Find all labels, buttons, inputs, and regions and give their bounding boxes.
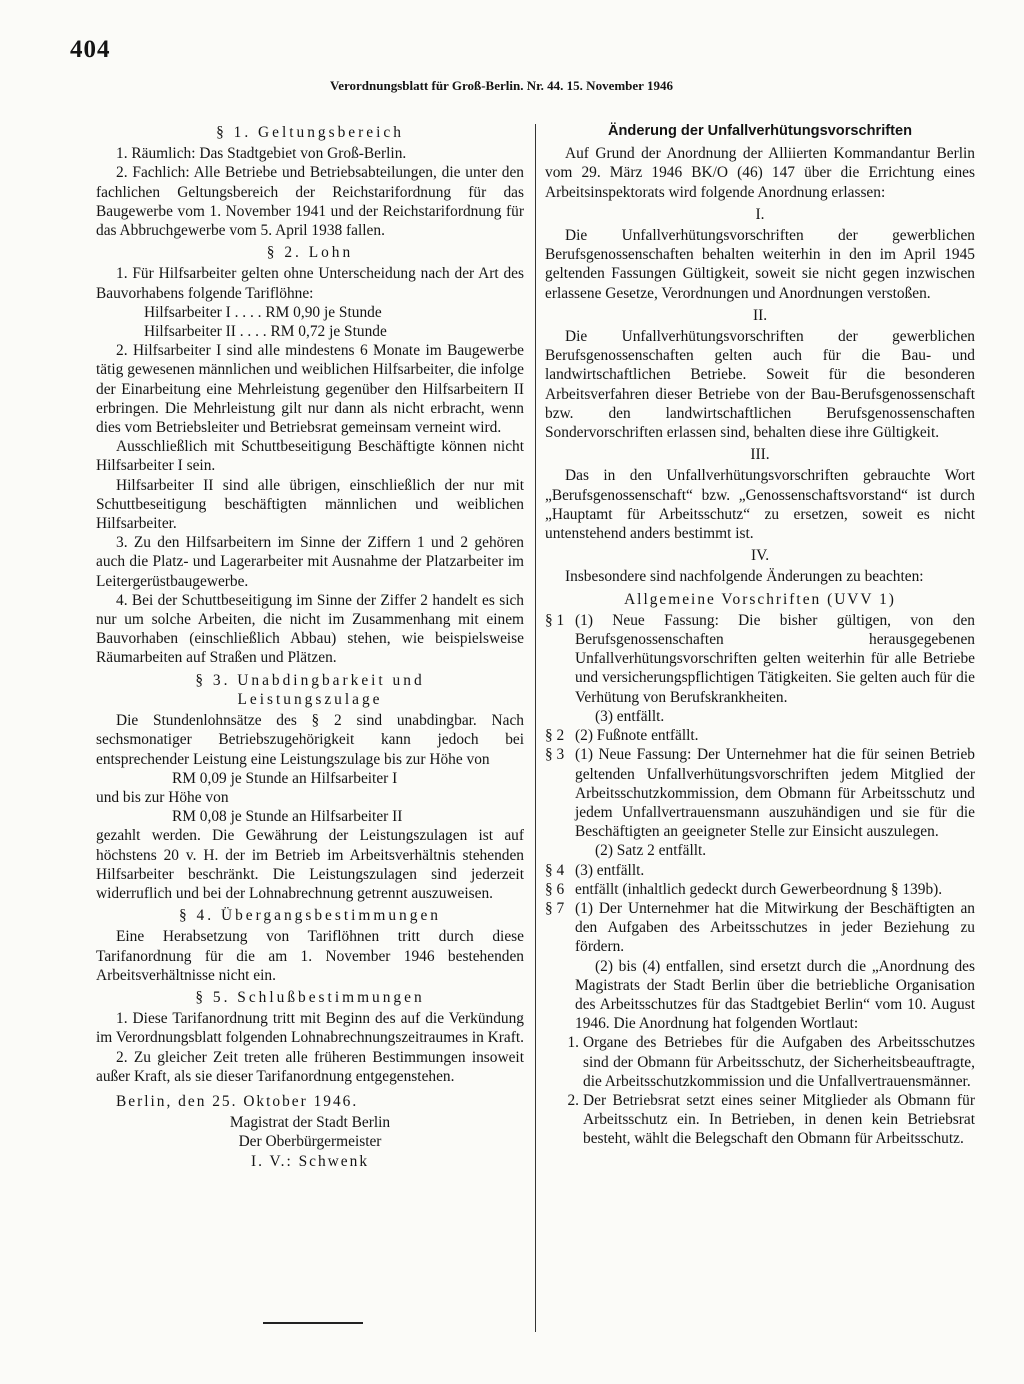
paragraph: Ausschließlich mit Schuttbeseitigung Beschäftigte können nicht Hilfsarbeiter I sein. — [96, 438, 524, 475]
article-title: Änderung der Unfallverhütungsvorschriften — [607, 123, 913, 139]
section-heading-1: § 1. Geltungsbereich — [216, 124, 404, 141]
paragraph: gezahlt werden. Die Gewährung der Leistungszulagen ist auf höchstens 20 v. H. der im Betrieb im Arbeitsverhältnis stehenden Hilfsarbeiter beschränkt. Die Leistungszulagen sind jederzeit widerruflich und bei der Lohnabrechnung getrennt auszuweisen. — [96, 827, 524, 902]
paragraph-subclause: (2) Satz 2 entfällt. — [595, 842, 707, 860]
paragraph: 2. Hilfsarbeiter I sind alle mindestens 6 Monate im Baugewerbe tätig gewesenen männlichen und weiblichen Hilfsarbeiter, die infolge der Einarbeitung eine Mehrleistung gegenüber den Hilfsarbeitern II erbringen. Die Mehrleistung gilt nur dann als nicht erbracht, wenn dies vom Betriebsleiter und Betriebsrat gemeinsam verneint wird. — [96, 342, 524, 437]
roman-numeral: III. — [750, 446, 770, 464]
paragraph: 1. Für Hilfsarbeiter gelten ohne Unterscheidung nach der Art des Bauvorhabens folgende Tariflöhne: — [96, 265, 524, 302]
paragraph: Die Unfallverhütungsvorschriften der gewerblichen Berufsgenossenschaften gelten auch für die Bau- und landwirtschaftlichen Betriebe. Soweit für die besonderen Arbeitsverfahren dieser Betriebe von der Bau-Berufsgenossenschaft bzw. den landwirtschaftlichen Berufsgenossenschaften Sondervorschriften erlassen sind, behalten diese ihre Gültigkeit. — [545, 328, 975, 442]
roman-numeral: II. — [752, 306, 768, 324]
paragraph-text: (3) entfällt. — [575, 861, 645, 879]
paragraph-entry — [545, 745, 975, 841]
allowance-line: RM 0,09 je Stunde an Hilfsarbeiter I — [172, 769, 398, 787]
paragraph: Die Stundenlohnsätze des § 2 sind unabdingbar. Nach sechsmonatiger Betriebszugehörigkeit kann jedoch bei entsprechender Leistung eine Leistungszulage bis zur Höhe von — [96, 712, 524, 768]
page-number: 404 — [70, 36, 111, 63]
uvv-heading: Allgemeine Vorschriften (UVV 1) — [624, 590, 896, 608]
paragraph-mark: § 2 — [545, 727, 565, 745]
paragraph-text: (1) Der Unternehmer hat die Mitwirkung der Beschäftigten an den Aufgaben des Arbeitsschutzes in jeder Beziehung zu fördern. — [575, 899, 975, 956]
paragraph-mark: § 6 — [545, 880, 565, 898]
section-heading-3: § 3. Unabdingbarkeit und — [195, 671, 425, 689]
section-heading-4: § 4. Übergangsbestimmungen — [179, 907, 441, 925]
paragraph-entry — [545, 611, 975, 707]
paragraph-mark: § 3 — [545, 746, 565, 764]
paragraph: Insbesondere sind nachfolgende Änderungen zu beachten: — [565, 568, 924, 586]
signature-line: Der Oberbürgermeister — [238, 1133, 382, 1151]
paragraph-text: (2) Fußnote entfällt. — [575, 727, 699, 745]
roman-numeral: IV. — [750, 547, 770, 565]
roman-numeral: I. — [755, 205, 765, 223]
dateline: Berlin, den 25. Oktober 1946. — [116, 1092, 359, 1110]
paragraph: und bis zur Höhe von — [96, 788, 229, 806]
paragraph: 2. Zu gleicher Zeit treten alle früheren Bestimmungen insoweit außer Kraft, als sie dieser Tarifanordnung entgegenstehen. — [96, 1048, 524, 1085]
running-head: Verordnungsblatt für Groß-Berlin. Nr. 44. 15. November 1946 — [330, 78, 673, 93]
signature-line: Magistrat der Stadt Berlin — [229, 1114, 391, 1132]
paragraph: Eine Herabsetzung von Tariflöhnen tritt durch diese Tarifanordnung für die am 1. November 1946 bestehenden Arbeitsverhältnisse nicht ein. — [96, 928, 524, 984]
list-number: 1. — [567, 1034, 579, 1052]
paragraph-mark: § 7 — [545, 899, 565, 917]
column-divider — [535, 124, 536, 1332]
paragraph-subclause: (3) entfällt. — [595, 707, 665, 725]
section-heading-3-cont: Leistungszulage — [237, 690, 383, 708]
wage-rate-line: Hilfsarbeiter I . . . . RM 0,90 je Stunde — [144, 303, 382, 321]
paragraph-mark: § 1 — [545, 611, 565, 629]
list-text: Organe des Betriebes für die Aufgaben des Arbeitsschutzes sind der Obmann für Arbeitsschutz, der Sicherheitsbeauftragte, die Arbeitsschutzkommission und die Unfallvertrauensmänner. — [583, 1034, 975, 1090]
paragraph-text: entfällt (inhaltlich gedeckt durch Gewerbeordnung § 139b). — [575, 880, 943, 898]
paragraph-entry — [545, 899, 975, 957]
allowance-line: RM 0,08 je Stunde an Hilfsarbeiter II — [172, 808, 403, 826]
paragraph: Auf Grund der Anordnung der Alliierten Kommandantur Berlin vom 29. März 1946 BK/O (46) 147 über die Errichtung eines Arbeitsinspektorats wird folgende Anordnung erlassen: — [545, 145, 975, 201]
paragraph: 2. Fachlich: Alle Betriebe und Betriebsabteilungen, die unter den fachlichen Geltungsbereich der Reichstarifordnung für das Baugewerbe vom 1. November 1941 und der Reichstarifordnung für das Abbruchgewerbe vom 5. April 1938 fallen. — [96, 164, 524, 240]
list-number: 2. — [567, 1091, 579, 1109]
list-item — [545, 1091, 975, 1149]
paragraph: 1. Diese Tarifanordnung tritt mit Beginn des auf die Verkündung im Verordnungsblatt folgenden Lohnabrechnungszeitraumes in Kraft. — [96, 1010, 524, 1047]
list-text: Der Betriebsrat setzt eines seiner Mitglieder als Obmann für Arbeitsschutz ein. In Betrieben, in denen kein Betriebsrat besteht, wählt die Belegschaft den Obmann für Arbeitsschutz. — [583, 1091, 975, 1148]
end-rule — [263, 1322, 363, 1324]
left-column — [96, 120, 524, 1171]
paragraph-entry — [545, 861, 975, 880]
paragraph: 3. Zu den Hilfsarbeitern im Sinne der Ziffern 1 und 2 gehören auch die Platz- und Lagerarbeiter mit Ausnahme der Platzarbeiter im Leitergerüstbaugewerbe. — [96, 534, 524, 590]
paragraph-text: (1) Neue Fassung: Der Unternehmer hat die für seinen Betrieb geltenden Unfallverhütungsvorschriften jedem Mitglied der Arbeitsschutzkommission, dem Obmann für Arbeitsschutz und jedem Unfallvertrauensmann auszuhändigen und sie für die Beschäftigten an geeigneter Stelle zur Einsicht auszulegen. — [575, 746, 975, 841]
section-heading-5: § 5. Schlußbestimmungen — [195, 988, 425, 1006]
paragraph: Das in den Unfallverhütungsvorschriften gebrauchte Wort „Berufsgenossenschaft“ bzw. „Genossenschaftsvorstand“ ist durch „Hauptamt für Arbeitsschutz“ zu ersetzen, soweit es nicht untenstehend anders bestimmt ist. — [545, 467, 975, 543]
paragraph: 1. Räumlich: Das Stadtgebiet von Groß-Berlin. — [116, 145, 407, 163]
paragraph: Die Unfallverhütungsvorschriften der gewerblichen Berufsgenossenschaften behalten weiterhin in den im April 1945 geltenden Fassungen Gültigkeit, soweit sie nicht gegen inzwischen erlassene Gesetze, Verordnungen und Anordnungen verstoßen. — [545, 227, 975, 302]
paragraph-entry — [545, 880, 975, 899]
wage-rate-line: Hilfsarbeiter II . . . . RM 0,72 je Stunde — [144, 323, 387, 341]
paragraph-text: (1) Neue Fassung: Die bisher gültigen, von den Berufsgenossenschaften herausgegebenen Unfallverhütungsvorschriften gelten weiterhin für alle Betriebe und versicherungspflichtigen Tätigkeiten. Sie gelten auch für die Verhütung von Berufskrankheiten. — [575, 611, 975, 706]
paragraph-mark: § 4 — [545, 861, 565, 879]
paragraph: 4. Bei der Schuttbeseitigung im Sinne der Ziffer 2 handelt es sich nur um solche Arbeiten, die nicht im Zusammenhang mit einem Bauvorhaben (einschließlich Abbau) stehen, wie beispielsweise Räumarbeiten auf Straßen und Plätzen. — [96, 591, 524, 667]
right-column — [545, 120, 975, 1149]
paragraph: Hilfsarbeiter II sind alle übrigen, einschließlich der nur mit Schuttbeseitigung beschäftigten männlichen und weiblichen Hilfsarbeiter. — [96, 476, 524, 533]
signature-name: I. V.: Schwenk — [250, 1152, 370, 1170]
section-heading-2: § 2. Lohn — [266, 244, 354, 262]
list-item — [545, 1033, 975, 1091]
paragraph-subclause: (2) bis (4) entfallen, sind ersetzt durch die „Anordnung des Magistrats der Stadt Berlin über die betriebliche Organisation des Arbeitsschutzes für das Stadtgebiet Berlin“ vom 10. August 1946. Die Anordnung hat folgenden Wortlaut: — [575, 957, 975, 1033]
paragraph-entry — [545, 726, 975, 745]
